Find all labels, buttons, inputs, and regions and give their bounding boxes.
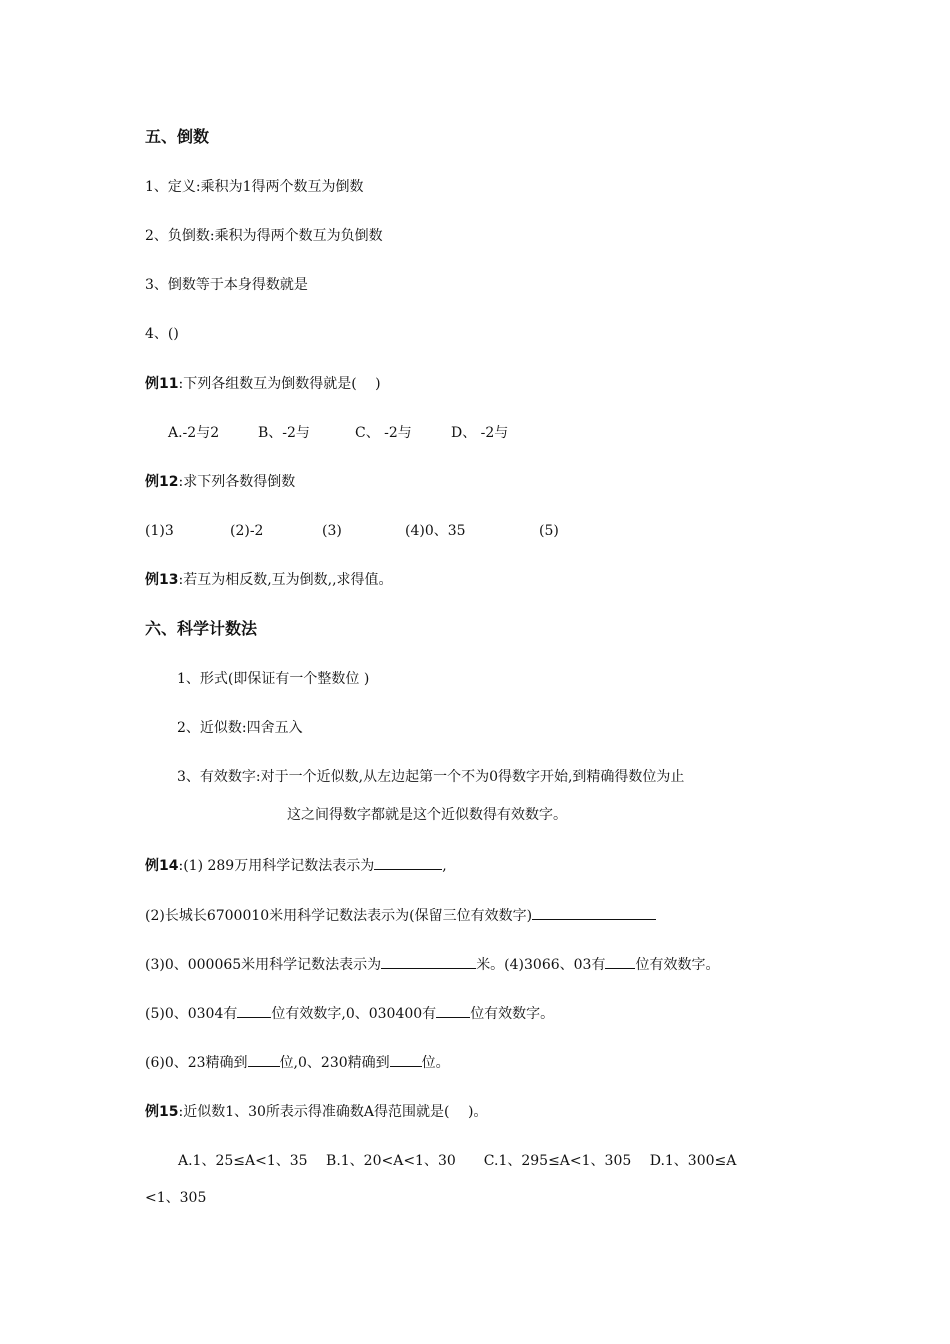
example-text: :下列各组数互为倒数得就是( ) [178,376,381,392]
answer-blank [605,954,635,969]
part-2: (2)-2 [230,523,264,539]
example-15 [145,1102,487,1122]
definition-item-2: 2、负倒数:乘积为得两个数互为负倒数 [145,228,383,244]
example-14-q3-q4 [145,954,719,975]
example-text: :近似数1、30所表示得准确数A得范围就是( )。 [178,1104,488,1120]
answer-blank [532,905,656,920]
example-label: 例13 [145,572,179,588]
notation-item-2: 2、近似数:四舍五入 [177,720,303,736]
example-label: 例15 [145,1104,179,1120]
answer-blank [248,1052,280,1067]
definition-item-4: 4、() [145,326,179,342]
example-12 [145,472,295,492]
example-label: 例14 [145,858,179,874]
part-1: (1)3 [145,523,174,539]
question-text: (2)长城长6700010米用科学记数法表示为(保留三位有效数字) [145,908,533,924]
notation-item-1: 1、形式(即保证有一个整数位 ) [177,671,370,687]
example-15-options-line-1: A.1、25≤A<1、35 B.1、20<A<1、30 C.1、295≤A<1、305 D.1、300≤A [178,1153,737,1169]
answer-blank [237,1003,271,1018]
question-text: 位有效数字。 [635,957,720,973]
question-text: (3)0、000065米用科学记数法表示为 [145,957,382,973]
section-heading-scientific-notation: 六、科学计数法 [145,619,258,638]
example-label: 例11 [145,376,179,392]
example-14-q2 [145,905,656,926]
section-heading-reciprocal: 五、倒数 [145,127,210,146]
definition-item-1: 1、定义:乘积为1得两个数互为倒数 [145,179,364,195]
part-4: (4)0、35 [405,523,466,539]
question-text: 位。 [421,1055,450,1071]
option-c: C、 -2与 [355,425,412,441]
notation-item-3: 3、有效数字:对于一个近似数,从左边起第一个不为0得数字开始,到精确得数位为止 [177,769,685,785]
example-14-q1 [145,855,447,876]
notation-item-3-continuation: 这之间得数字都就是这个近似数得有效数字。 [287,807,567,823]
example-14-q5 [145,1003,554,1024]
example-text: :求下列各数得倒数 [178,474,296,490]
option-b: B、-2与 [258,425,310,441]
part-3: (3) [322,523,342,539]
option-d: D、 -2与 [451,425,509,441]
question-text: (6)0、23精确到 [145,1055,248,1071]
question-text: (5)0、0304有 [145,1006,238,1022]
question-text: 米。(4)3066、03有 [476,957,606,973]
example-text: :若互为相反数,互为倒数,,求得值。 [178,572,393,588]
example-14-q6 [145,1052,450,1073]
question-text: 位,0、230精确到 [279,1055,390,1071]
answer-blank [381,954,476,969]
definition-item-3: 3、倒数等于本身得数就是 [145,277,308,293]
answer-blank [436,1003,470,1018]
part-5: (5) [539,523,559,539]
question-text: :(1) 289万用科学记数法表示为 [178,858,375,874]
example-15-options-line-2: <1、305 [145,1190,207,1206]
question-text: 位有效数字,0、030400有 [271,1006,437,1022]
question-text: 位有效数字。 [470,1006,555,1022]
example-label: 例12 [145,474,179,490]
answer-blank [374,855,442,870]
question-text: , [442,858,447,874]
example-11 [145,374,381,394]
option-a: A.-2与2 [168,425,220,441]
answer-blank [390,1052,422,1067]
example-13 [145,570,393,590]
